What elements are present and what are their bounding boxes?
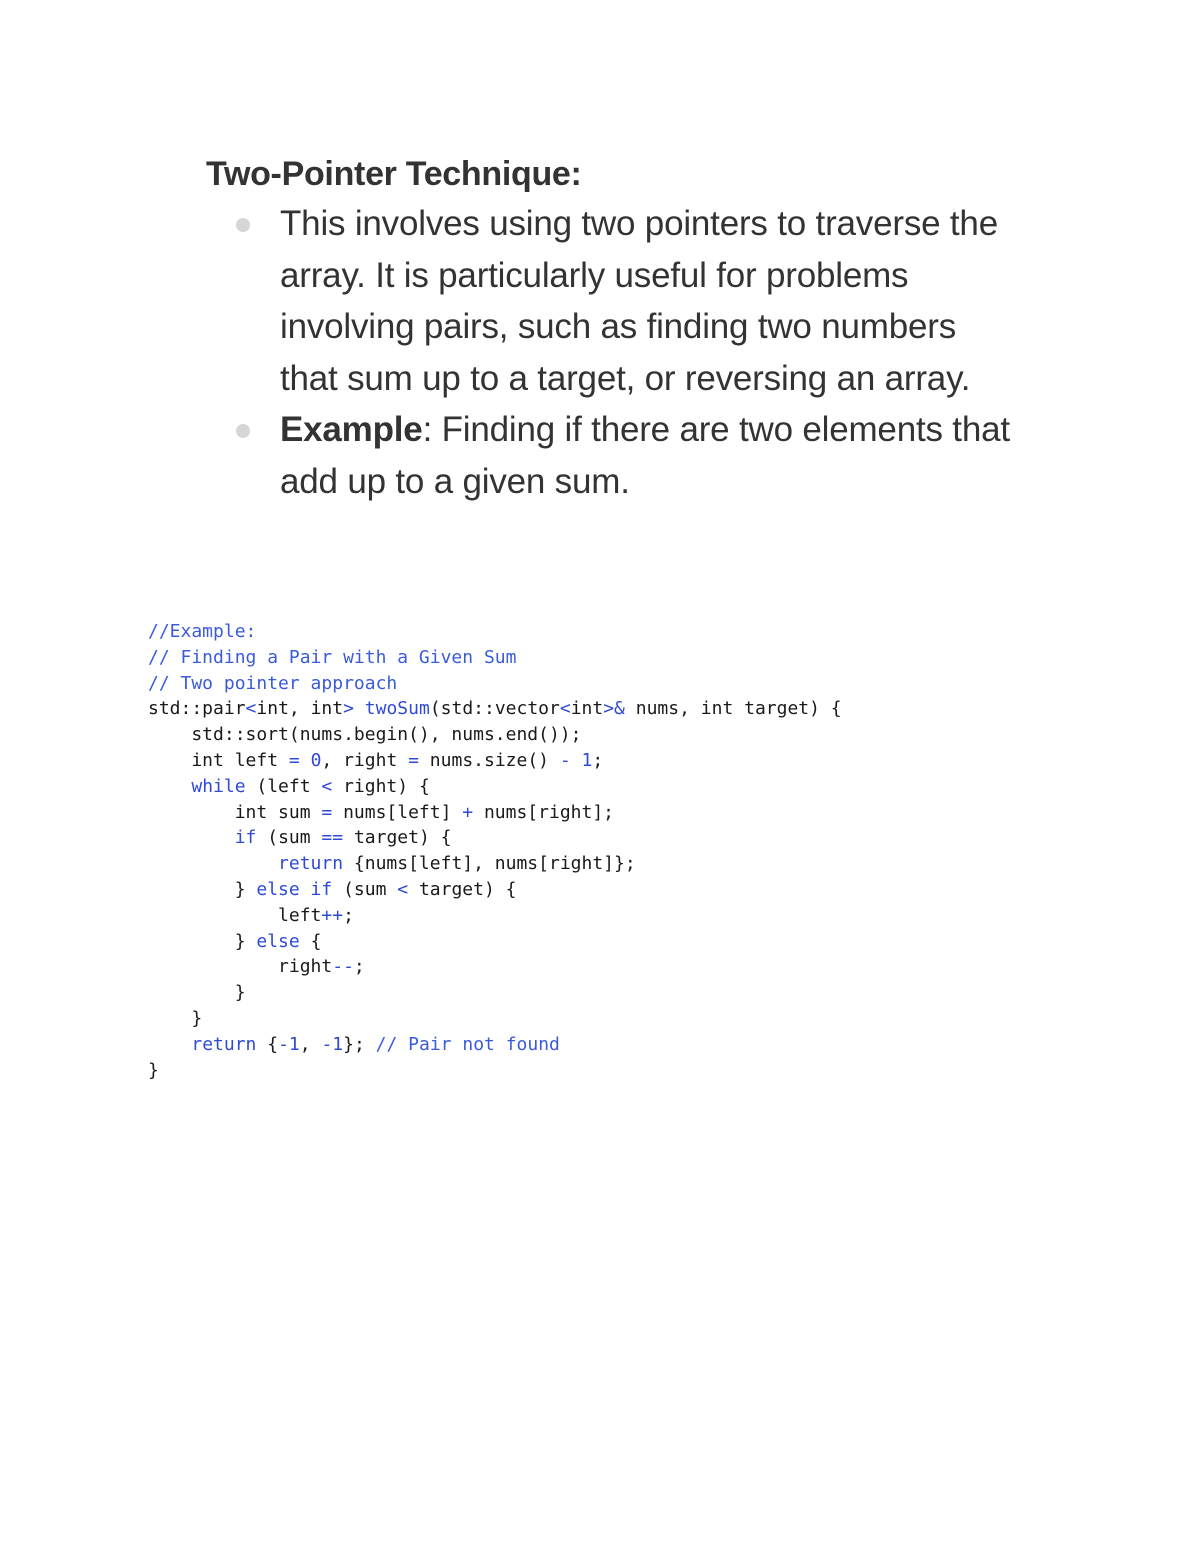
code-token-plain: (std::vector	[429, 698, 560, 720]
code-token-plain: nums.size()	[418, 749, 560, 771]
code-token-plain: ,	[299, 1033, 322, 1055]
code-token-plain: , right	[321, 749, 409, 771]
code-token-plain: ;	[343, 904, 354, 926]
code-token-plain: right	[148, 956, 333, 978]
code-token-comment: // Pair not found	[375, 1033, 560, 1055]
bullet-text: This involves using two pointers to traverse the array. It is particularly useful for problems involving pairs, such as finding two numbers that sum up to a target, or reversing an array.	[280, 204, 998, 398]
code-token-plain	[354, 698, 365, 719]
code-token-op: ==	[321, 827, 344, 849]
bullet-label: Example	[280, 410, 423, 449]
code-line	[148, 1006, 842, 1032]
code-token-op: >&	[603, 698, 625, 720]
code-token-keyword: else if	[256, 878, 333, 900]
code-line	[148, 929, 842, 955]
code-line	[148, 748, 842, 774]
code-line	[148, 774, 842, 800]
code-token-plain: }	[148, 1007, 203, 1029]
bullet-dot-icon	[236, 424, 250, 438]
code-line	[148, 645, 842, 671]
code-token-plain	[300, 750, 311, 771]
code-token-func: twoSum	[364, 698, 430, 720]
code-token-op: =	[408, 749, 419, 771]
code-line	[148, 619, 842, 645]
bullet-dot-icon	[236, 218, 250, 232]
code-token-op: >	[343, 698, 354, 720]
code-token-plain: {	[256, 1033, 279, 1055]
code-token-op: =	[321, 801, 333, 823]
code-token-plain: std::sort(nums.begin(), nums.end());	[148, 724, 582, 746]
code-token-keyword: if	[234, 827, 257, 849]
code-line	[148, 877, 842, 903]
code-token-keyword: return	[191, 1033, 257, 1055]
code-line	[148, 851, 842, 877]
code-token-plain: int, int	[256, 698, 344, 720]
code-line	[148, 696, 842, 722]
code-token-comment: // Finding a Pair with a Given Sum	[148, 646, 517, 668]
code-token-plain: (sum	[332, 878, 398, 900]
code-token-number: 1	[581, 749, 593, 771]
code-token-plain: (sum	[256, 827, 322, 849]
code-token-comment: // Two pointer approach	[148, 672, 398, 694]
code-token-plain: ;	[353, 956, 365, 978]
code-token-keyword: return	[278, 853, 344, 875]
code-line	[148, 800, 842, 826]
section-heading: Two-Pointer Technique:	[206, 155, 582, 193]
code-token-plain: }	[148, 982, 246, 1004]
code-token-plain: left	[148, 904, 322, 926]
code-token-plain: int left	[148, 749, 289, 771]
code-token-plain: ;	[592, 749, 604, 771]
code-token-comment: //Example:	[148, 621, 257, 642]
code-line	[148, 903, 842, 929]
code-token-plain: };	[343, 1033, 376, 1055]
code-token-op: <	[245, 698, 257, 720]
code-token-plain: std::pair	[148, 698, 246, 720]
code-token-plain	[148, 827, 235, 848]
code-token-number: 0	[310, 749, 322, 771]
code-token-plain: int sum	[148, 801, 322, 823]
code-token-plain: right) {	[332, 775, 430, 797]
code-line	[148, 722, 842, 748]
code-token-op: <	[321, 775, 333, 797]
code-token-op: =	[288, 749, 300, 771]
code-token-plain: {	[299, 930, 322, 952]
code-token-plain: }	[148, 878, 257, 900]
code-token-plain: {nums[left], nums[right]};	[343, 853, 636, 875]
code-token-plain: (left	[245, 775, 322, 797]
code-token-plain: nums[left]	[332, 801, 463, 823]
code-token-keyword: while	[191, 775, 246, 797]
bullet-list	[230, 198, 1020, 507]
code-token-number: -1	[278, 1033, 300, 1055]
bullet-item-description	[230, 198, 1020, 404]
code-block	[148, 619, 842, 1083]
code-token-plain: }	[148, 1059, 159, 1081]
code-token-op: ++	[321, 904, 344, 926]
code-line	[148, 954, 842, 980]
code-token-op: --	[332, 956, 354, 978]
code-token-number: -1	[321, 1033, 344, 1055]
code-token-op: +	[462, 801, 474, 823]
code-token-op: <	[397, 878, 409, 900]
bullet-text: : Finding if there are two elements that add up to a given sum.	[280, 410, 1010, 501]
code-token-plain: target) {	[408, 878, 517, 900]
code-token-plain	[148, 1034, 191, 1055]
code-line	[148, 671, 842, 697]
bullet-item-example	[230, 404, 1020, 507]
code-token-plain	[148, 776, 191, 797]
code-token-op: <	[559, 698, 571, 720]
code-token-plain	[148, 853, 278, 874]
code-token-plain: }	[148, 930, 257, 952]
code-token-op: -	[559, 749, 571, 771]
code-token-plain	[571, 750, 582, 771]
code-token-keyword: else	[256, 930, 300, 952]
code-line	[148, 1032, 842, 1058]
code-line	[148, 1058, 842, 1084]
code-line	[148, 980, 842, 1006]
code-line	[148, 825, 842, 851]
code-token-plain: target) {	[343, 827, 452, 849]
code-token-plain: nums[right];	[473, 801, 615, 823]
code-token-plain: int	[570, 698, 604, 720]
code-token-plain: nums, int target) {	[624, 698, 842, 720]
